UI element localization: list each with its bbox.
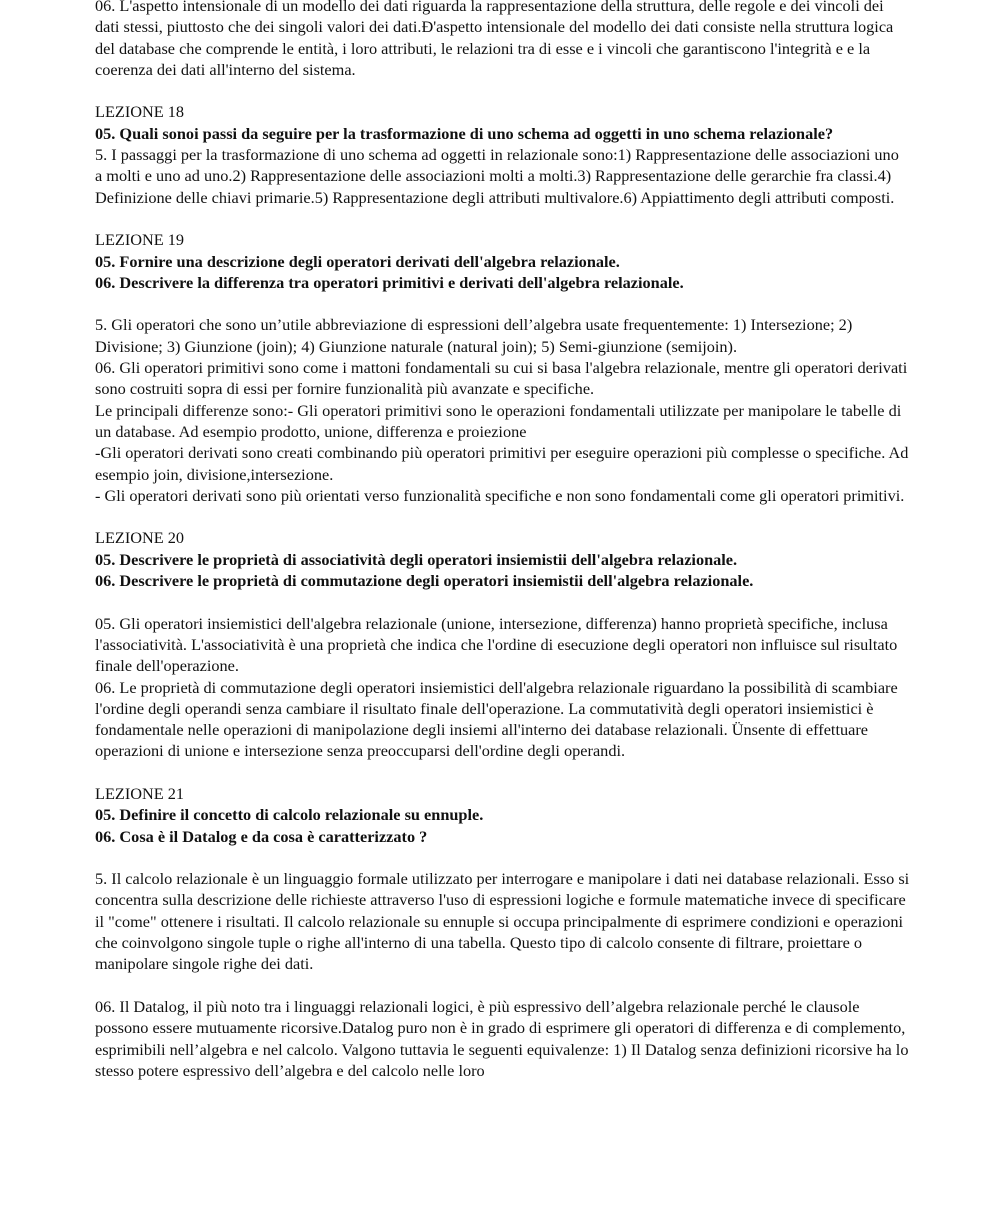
question-06: 06. Descrivere le proprietà di commutazione degli operatori insiemistii dell'algebra relazionale. bbox=[95, 571, 754, 591]
answer-06-orientation: - Gli operatori derivati sono più orientati verso funzionalità specifiche e non sono fondamentali come gli operatori primitivi. bbox=[95, 485, 905, 505]
spacer bbox=[95, 847, 910, 868]
spacer bbox=[95, 975, 910, 996]
answer-06-differences: Le principali differenze sono:- Gli operatori primitivi sono le operazioni fondamentali utilizzate per manipolare le tabelle di un database. Ad esempio prodotto, unione, differenza e proiezione bbox=[95, 400, 902, 441]
answer-05: 05. Gli operatori insiemistici dell'algebra relazionale (unione, intersezione, differenza) hanno proprietà specifiche, inclusa l'associatività. L'associatività è una proprietà che indica che l'ordine di esecuzione degli operatori non influisce sul risultato finale dell'operazione. bbox=[95, 613, 898, 676]
answer-06-intro: 06. Gli operatori primitivi sono come i mattoni fondamentali su cui si basa l'algebra relazionale, mentre gli operatori derivati sono costruiti sopra di essi per fornire funzionalità più avanzate e specifiche. bbox=[95, 358, 908, 399]
lesson-20 bbox=[95, 527, 910, 761]
spacer bbox=[95, 208, 910, 229]
question-05: 05. Definire il concetto di calcolo relazionale su ennuple. bbox=[95, 805, 484, 825]
answer-05: 5. Il calcolo relazionale è un linguaggio formale utilizzato per interrogare e manipolare i dati nei database relazionali. Esso si concentra sulla descrizione delle richieste attraverso l'uso di espressioni logiche e formule matematiche invece di specificare il "come" ottenere i risultati. Il calcolo relazionale su ennuple si occupa principalmente di esprimere condizioni e operazioni che coinvolgono singole tuple o righe all'interno di una tabella. Questo tipo di calcolo consente di filtrare, proiettare o manipolare singole righe dei dati. bbox=[95, 869, 910, 974]
spacer bbox=[95, 506, 910, 527]
answer-05: 5. I passaggi per la trasformazione di uno schema ad oggetti in relazionale sono:1) Rappresentazione delle associazioni uno a molti e uno ad uno.2) Rappresentazione delle associazioni molti a molti.3) Rappresentazione delle gerarchie fra classi.4) Definizione delle chiavi primarie.5) Rappresentazione degli attributi multivalore.6) Appiattimento degli attributi composti. bbox=[95, 145, 899, 207]
question-06: 06. Cosa è il Datalog e da cosa è caratterizzato ? bbox=[95, 826, 428, 846]
lesson-heading: LEZIONE 20 bbox=[95, 528, 185, 548]
question-05: 05. Quali sonoi passi da seguire per la trasformazione di uno schema ad oggetti in uno schema relazionale? bbox=[95, 123, 834, 143]
spacer bbox=[95, 762, 910, 783]
spacer bbox=[95, 293, 910, 314]
question-05: 05. Descrivere le proprietà di associatività degli operatori insiemistii dell'algebra relazionale. bbox=[95, 549, 738, 569]
lesson-19 bbox=[95, 229, 910, 506]
spacer bbox=[95, 80, 910, 101]
answer-05: 5. Gli operatori che sono un’utile abbreviazione di espressioni dell’algebra usate frequentemente: 1) Intersezione; 2) Divisione; 3) Giunzione (join); 4) Giunzione naturale (natural join); 5) Semi-giunzione (semijoin). bbox=[95, 315, 853, 356]
answer-06-derived: -Gli operatori derivati sono creati combinando più operatori primitivi per eseguire operazioni più complesse o specifiche. Ad esempio join, divisione,intersezione. bbox=[95, 443, 909, 484]
document-page bbox=[95, 0, 910, 1081]
lesson-heading: LEZIONE 19 bbox=[95, 230, 185, 250]
spacer bbox=[95, 591, 910, 612]
lesson-18 bbox=[95, 101, 910, 207]
lesson-heading: LEZIONE 18 bbox=[95, 102, 185, 122]
question-05: 05. Fornire una descrizione degli operatori derivati dell'algebra relazionale. bbox=[95, 251, 620, 271]
intro-paragraph: 06. L'aspetto intensionale di un modello dei dati riguarda la rappresentazione della struttura, delle regole e dei vincoli dei dati stessi, piuttosto che dei singoli valori dei dati.Ð'aspetto intensionale del modello dei dati consiste nella struttura logica del database che comprende le entità, i loro attributi, le relazioni tra di esse e i vincoli che garantiscono l'integrità e e la coerenza dei dati all'interno del sistema. bbox=[95, 0, 894, 79]
lesson-heading: LEZIONE 21 bbox=[95, 783, 185, 803]
lesson-21 bbox=[95, 783, 910, 1081]
answer-06: 06. Il Datalog, il più noto tra i linguaggi relazionali logici, è più espressivo dell’algebra relazionale perché le clausole possono essere mutuamente ricorsive.Datalog puro non è in grado di esprimere gli operatori di differenza e di complemento, esprimibili nell’algebra e nel calcolo. Valgono tuttavia le seguenti equivalenze: 1) Il Datalog senza definizioni ricorsive ha lo stesso potere espressivo dell’algebra e del calcolo nelle loro bbox=[95, 996, 909, 1080]
answer-06: 06. Le proprietà di commutazione degli operatori insiemistici dell'algebra relazionale riguardano la possibilità di scambiare l'ordine degli operandi senza cambiare il risultato finale dell'operazione. La commutatività degli operatori insiemistici è fondamentale nelle operazioni di manipolazione degli insiemi all'interno dei database relazionali. Ünsente di effettuare operazioni di unione e intersezione senza preoccuparsi dell'ordine degli operandi. bbox=[95, 677, 898, 761]
question-06: 06. Descrivere la differenza tra operatori primitivi e derivati dell'algebra relazionale. bbox=[95, 272, 684, 292]
